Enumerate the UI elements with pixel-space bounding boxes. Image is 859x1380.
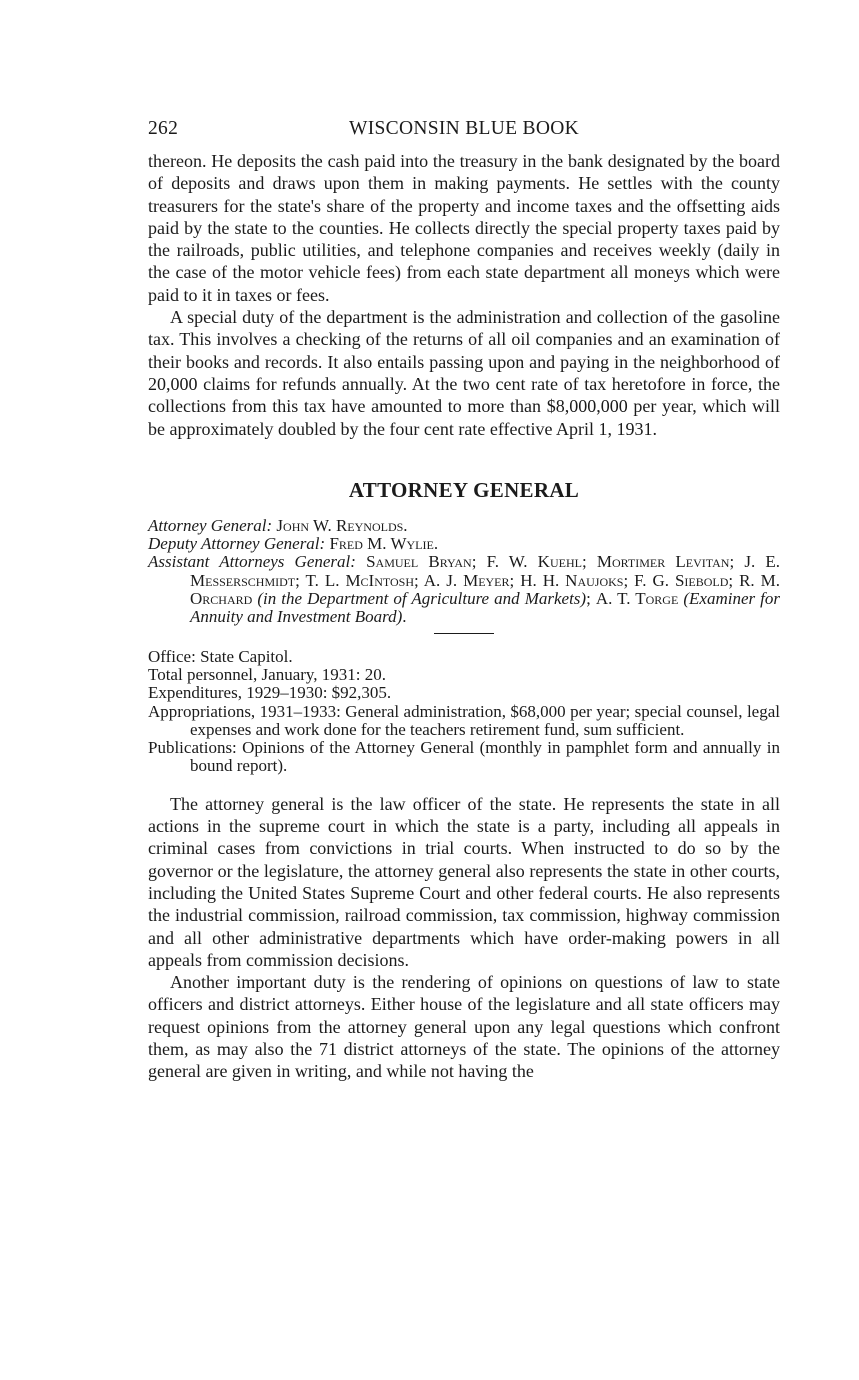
page-number: 262: [148, 118, 179, 139]
body-paragraph-2: Another important duty is the rendering of opinions on questions of law to state officers and district attorneys. Either house of the legislature and all state officers may request opinions from the attorney general upon any legal questions which confront them, as may also the 71 district attorneys of the state. The opinions of the attorney general are given in writing, and while not having the: [148, 972, 780, 1082]
publications-fact: Publications: Opinions of the Attorney General (monthly in pamphlet form and annually in bound report).: [148, 738, 780, 776]
section-divider: [434, 633, 494, 634]
deputy-name: Fred M. Wylie.: [329, 534, 439, 554]
assistants-note-2: (Examiner for Annuity and Investment Board): [190, 589, 781, 627]
intro-paragraph-2: A special duty of the department is the administration and collection of the gasoline tax. This involves a checking of the returns of all oil companies and an examination of their books and records. It also entails passing upon and paying in the neighborhood of 20,000 claims for refunds annually. At the two cent rate of tax heretofore in force, the collections from this tax have amounted to more than $8,000,000 per year, which will be approximately doubled by the four cent rate effective April 1, 1931.: [148, 307, 780, 439]
deputy-entry: [148, 535, 780, 553]
assistants-role: Assistant Attorneys General:: [148, 552, 356, 572]
attorney-general-entry: [148, 517, 780, 535]
attorney-general-role: Attorney General:: [148, 515, 273, 535]
assistants-names-1: Samuel Bryan; F. W. Kuehl; Mortimer Levitan; J. E. Messerschmidt; T. L. McIntosh; A. J. Meyer; H. H. Naujoks; F. G. Siebold; R. M. Orchard: [190, 552, 780, 609]
assistants-separator: ;: [586, 589, 596, 609]
attorney-general-name: John W. Reynolds.: [276, 515, 408, 535]
expenditures-fact: Expenditures, 1929–1930: $92,305.: [148, 683, 392, 703]
assistants-end: .: [402, 607, 407, 627]
appropriations-fact: Appropriations, 1931–1933: General administration, $68,000 per year; special counsel, legal expenses and work done for the teachers retirement fund, sum sufficient.: [148, 701, 780, 739]
assistants-note-1: (in the Department of Agriculture and Markets): [257, 589, 587, 609]
facts-list: [148, 648, 780, 776]
officer-list: [148, 517, 780, 627]
personnel-fact: Total personnel, January, 1931: 20.: [148, 664, 387, 684]
assistants-names-2: A. T. Torge: [595, 589, 679, 609]
assistants-entry: [148, 553, 780, 626]
body-paragraph-1: The attorney general is the law officer of the state. He represents the state in all actions in the supreme court in which the state is a party, including all appeals in criminal cases from convictions in trial courts. When instructed to do so by the governor or the legislature, the attorney general also represents the state in other courts, including the United States Supreme Court and other federal courts. He also represents the industrial commission, railroad commission, tax commission, highway commission and all other administrative departments which have order-making powers in all appeals from commission decisions.: [148, 793, 780, 970]
book-title: WISCONSIN BLUE BOOK: [349, 118, 579, 139]
intro-paragraph-1: thereon. He deposits the cash paid into the treasury in the bank designated by the board of deposits and draws upon them in making payments. He settles with the county treasurers for the state's share of the property and income taxes and the offsetting aids paid by the state to the counties. He collects directly the special property taxes paid by the railroads, public utilities, and telephone companies and receives weekly (daily in the case of the motor vehicle fees) from each state department all moneys which were paid to it in taxes or fees.: [148, 151, 780, 305]
document-page: [148, 118, 780, 1083]
deputy-role: Deputy Attorney General:: [148, 534, 326, 554]
section-heading: ATTORNEY GENERAL: [348, 477, 580, 502]
office-fact: Office: State Capitol.: [148, 646, 293, 666]
running-header: [148, 118, 780, 150]
